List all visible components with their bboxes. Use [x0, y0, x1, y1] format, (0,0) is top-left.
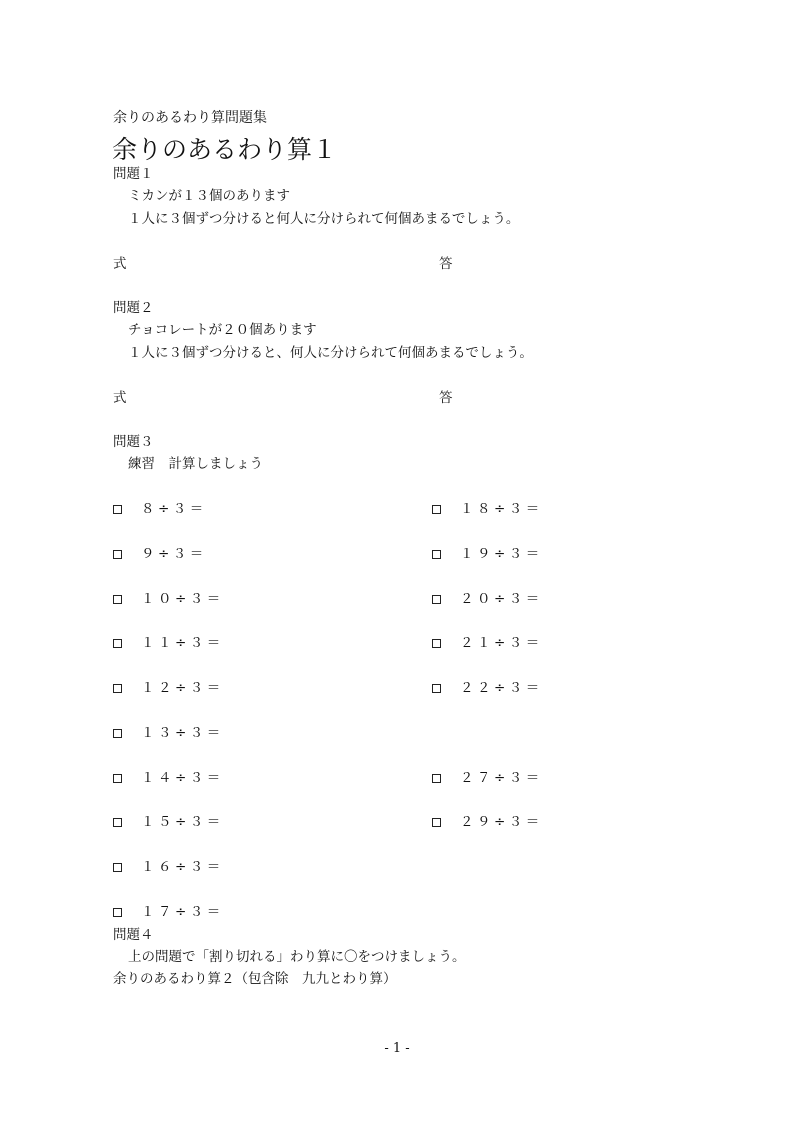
exercise-checkbox[interactable]	[113, 684, 122, 693]
problem-2-label: 問題２	[113, 300, 154, 316]
problem-1-answer-label: 答	[439, 256, 453, 272]
problem-1-formula-label: 式	[113, 256, 127, 272]
problem-4-text-line-1: 上の問題で「割り切れる」わり算に〇をつけましょう。	[128, 949, 466, 965]
problem-2-text-line-2: １人に３個ずつ分けると、何人に分けられて何個あまるでしょう。	[128, 345, 533, 361]
exercise-left-7	[113, 772, 224, 786]
problem-3-instruction: 練習 計算しましょう	[128, 456, 263, 472]
exercise-checkbox[interactable]	[432, 639, 441, 648]
exercise-expression: １６÷３＝	[141, 859, 224, 875]
exercise-expression: １３÷３＝	[141, 725, 224, 741]
exercise-checkbox[interactable]	[113, 774, 122, 783]
exercise-expression: ８÷３＝	[141, 501, 207, 517]
exercise-checkbox[interactable]	[113, 863, 122, 872]
exercise-expression: １７÷３＝	[141, 904, 224, 920]
exercise-expression: ２１÷３＝	[460, 635, 543, 651]
exercise-checkbox[interactable]	[113, 595, 122, 604]
next-section-title: 余りのあるわり算２（包含除 九九とわり算）	[113, 971, 397, 987]
exercise-right-8	[432, 816, 543, 830]
problem-2-text-line-1: チョコレートが２０個あります	[128, 322, 317, 338]
worksheet-collection-title: 余りのあるわり算問題集	[113, 110, 267, 126]
exercise-left-6	[113, 727, 224, 741]
exercise-checkbox[interactable]	[113, 729, 122, 738]
exercise-expression: ２９÷３＝	[460, 814, 543, 830]
exercise-right-3	[432, 593, 543, 607]
exercise-right-5	[432, 682, 543, 696]
exercise-checkbox[interactable]	[432, 684, 441, 693]
exercise-right-7	[432, 772, 543, 786]
exercise-expression: ２２÷３＝	[460, 680, 543, 696]
exercise-left-4	[113, 637, 224, 651]
exercise-checkbox[interactable]	[113, 639, 122, 648]
exercise-expression: １８÷３＝	[460, 501, 543, 517]
exercise-expression: １５÷３＝	[141, 814, 224, 830]
exercise-checkbox[interactable]	[432, 774, 441, 783]
exercise-expression: １１÷３＝	[141, 635, 224, 651]
exercise-left-10	[113, 906, 224, 920]
problem-4-label: 問題４	[113, 927, 154, 943]
exercise-left-2	[113, 548, 207, 562]
problem-1-text-line-2: １人に３個ずつ分けると何人に分けられて何個あまるでしょう。	[128, 211, 520, 227]
problem-2-formula-label: 式	[113, 390, 127, 406]
exercise-expression: ２７÷３＝	[460, 770, 543, 786]
problem-2-answer-label: 答	[439, 390, 453, 406]
problem-1-label: 問題１	[113, 166, 154, 182]
exercise-right-1	[432, 503, 543, 517]
exercise-checkbox[interactable]	[432, 550, 441, 559]
exercise-left-5	[113, 682, 224, 696]
exercise-left-9	[113, 861, 224, 875]
problem-1-text-line-1: ミカンが１３個のあります	[128, 188, 290, 204]
exercise-expression: １９÷３＝	[460, 546, 543, 562]
page-number: - 1 -	[384, 1041, 410, 1056]
exercise-checkbox[interactable]	[113, 550, 122, 559]
exercise-checkbox[interactable]	[113, 818, 122, 827]
exercise-left-1	[113, 503, 207, 517]
exercise-left-8	[113, 816, 224, 830]
exercise-checkbox[interactable]	[432, 505, 441, 514]
exercise-expression: ９÷３＝	[141, 546, 207, 562]
exercise-checkbox[interactable]	[432, 595, 441, 604]
exercise-right-2	[432, 548, 543, 562]
exercise-checkbox[interactable]	[113, 505, 122, 514]
page-title: 余りのあるわり算１	[112, 135, 338, 164]
exercise-expression: １０÷３＝	[141, 591, 224, 607]
exercise-expression: １２÷３＝	[141, 680, 224, 696]
exercise-checkbox[interactable]	[113, 908, 122, 917]
exercise-checkbox[interactable]	[432, 818, 441, 827]
problem-3-label: 問題３	[113, 434, 154, 450]
exercise-expression: ２０÷３＝	[460, 591, 543, 607]
exercise-right-4	[432, 637, 543, 651]
exercise-left-3	[113, 593, 224, 607]
exercise-expression: １４÷３＝	[141, 770, 224, 786]
